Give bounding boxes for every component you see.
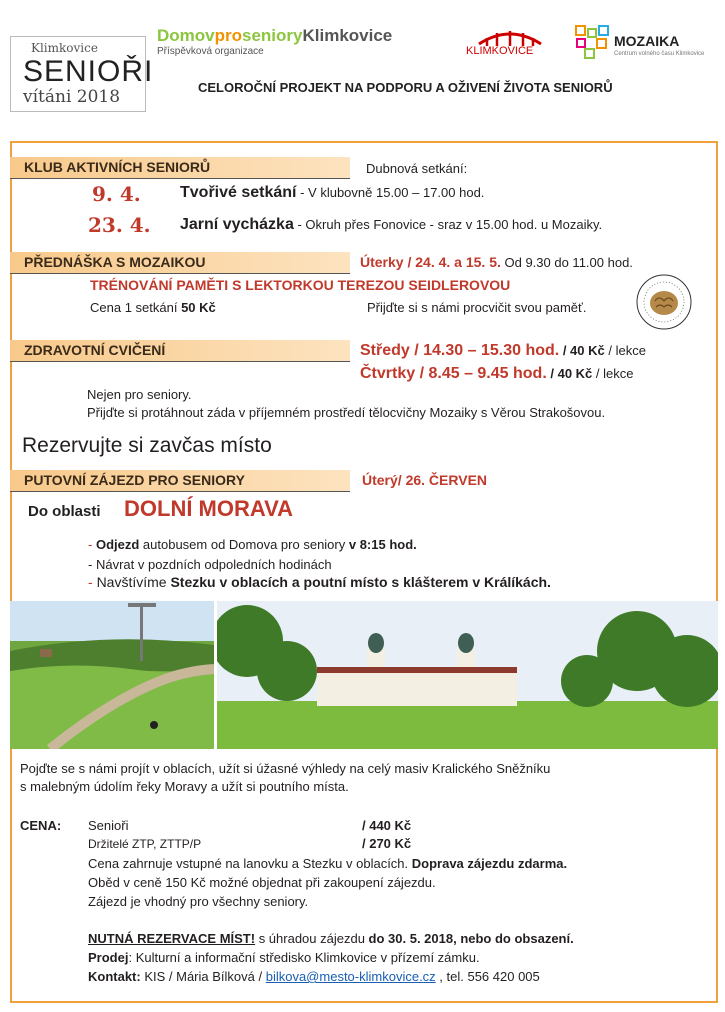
zajezd-band [10,470,350,492]
klub-event1-name: Tvořivé setkání [180,184,297,201]
cviceni-row2-time: / 8.45 – 9.45 hod. [415,365,547,382]
dps-logo-sub: Příspěvková organizace [157,46,264,57]
klub-event1-date: 9. 4. [92,182,141,206]
zajezd-item2-dash: - [88,557,96,572]
klub-band [10,157,350,179]
cena-note2: Oběd v ceně 150 Kč možné objednat při zakoupení zájezdu. [88,875,436,890]
zajezd-region-label: Do oblasti [28,503,101,520]
zajezd-item1-dash: - [88,537,96,552]
zajezd-item1 [88,537,417,552]
mozaika-logo-title: MOZAIKA [614,33,680,49]
prednaska-invite: Přijďte si s námi procvičit svou paměť. [367,300,587,315]
cviceni-row2-price: / 40 Kč [546,366,593,381]
cviceni-row1 [360,342,646,360]
prednaska-subtitle: TRÉNOVÁNÍ PAMĚTI S LEKTORKOU TEREZOU SEIDLEROVOU [90,277,511,293]
prednaska-when [360,254,633,272]
mozaika-logo-sub: Centrum volného času Klimkovice [614,51,705,57]
footer-reservation [88,931,574,946]
zajezd-item2-text: Návrat v pozdních odpoledních hodinách [95,557,332,572]
zajezd-item3-bold2: Stezku v oblacích a poutní místo s klášterem v Králíkách. [170,574,551,590]
cviceni-title: ZDRAVOTNÍ CVIČENÍ [24,342,166,358]
cviceni-row1-unit: / lekce [604,343,646,358]
footer-prodej-text: : Kulturní a informační středisko Klimkovice v přízemí zámku. [128,950,480,965]
zajezd-item3-text: Navštívíme [96,574,171,590]
klub-event2 [180,216,602,234]
prednaska-price-label: Cena 1 setkání [90,300,182,315]
prednaska-price-value: 50 Kč [181,300,216,315]
zajezd-item1-text: autobusem od Domova pro seniory [139,537,349,552]
prednaska-time: Od 9.30 do 11.00 hod. [500,255,633,270]
cena-note1a: Cena zahrnuje vstupné na lanovku a Stezku v oblacích. [88,856,412,871]
zajezd-date: Úterý/ 26. ČERVEN [362,472,488,488]
footer-kontakt-label: Kontakt: [88,969,141,984]
cviceni-row2 [360,365,633,383]
brain-stamp-icon [635,273,693,331]
footer-res-bold: do 30. 5. 2018, nebo do obsazení. [368,931,574,946]
cena-note1b: Doprava zájezdu zdarma. [411,856,568,871]
klub-event1-detail: - V klubovně 15.00 – 17.00 hod. [296,185,485,200]
prednaska-price [90,300,216,315]
cviceni-band [10,340,350,362]
photo-mountain-trail [10,601,214,749]
dps-logo-part2: pro [214,26,243,45]
photo-monastery-kraliky [217,601,718,749]
prednaska-band [10,252,350,274]
zajezd-region: DOLNÍ MORAVA [124,496,294,521]
cena-note1 [88,856,567,871]
invite-line1: Pojďte se s námi projít v oblacích, užít si úžasné výhledy na celý masiv Kralického Sněžníku [20,761,551,776]
dps-logo-part3: seniory [242,26,303,45]
dps-logo-part1: Domov [157,26,215,45]
zajezd-item2 [88,557,332,572]
cena-row1-price: / 440 Kč [362,818,412,833]
zajezd-item3-dash: - [88,574,97,590]
footer-prodej [88,950,480,965]
footer-prodej-label: Prodej [88,950,129,965]
footer-kontakt-text: KIS / Mária Bílková / [140,969,266,984]
footer-kontakt [88,969,540,984]
cena-row2-who: Držitelé ZTP, ZTTP/P [88,837,202,851]
cviceni-note1: Nejen pro seniory. [87,387,192,402]
prednaska-dates: Úterky / 24. 4. a 15. 5. [360,254,501,270]
klub-intro: Dubnová setkání: [366,161,468,176]
cviceni-row2-unit: / lekce [592,366,634,381]
zajezd-item1-bold2: v 8:15 hod. [348,537,417,552]
cena-note3: Zájezd je vhodný pro všechny seniory. [88,894,309,909]
zajezd-item3 [88,574,551,590]
cviceni-row2-day: Čtvrtky [360,365,416,382]
cena-row1-who: Senioři [88,818,129,833]
klimkovice-logo-text: KLIMKOVICE [466,45,534,57]
cviceni-row1-price: / 40 Kč [559,343,605,358]
dps-logo [157,26,392,46]
senior-logo [10,36,154,112]
klub-event2-name: Jarní vycházka [180,216,294,233]
cena-row2-price: / 270 Kč [362,836,412,851]
klub-title: KLUB AKTIVNÍCH SENIORŮ [24,159,211,175]
page-subtitle: CELOROČNÍ PROJEKT NA PODPORU A OŽIVENÍ ŽIVOTA SENIORŮ [198,80,613,95]
footer-tel: , tel. 556 420 005 [435,969,540,984]
email-link[interactable]: bilkova@mesto-klimkovice.cz [265,969,436,984]
senior-logo-line1: Klimkovice [31,41,98,55]
senior-logo-line3: vítáni 2018 [23,87,121,107]
mozaika-squares-icon [575,25,609,59]
prednaska-title: PŘEDNÁŠKA S MOZAIKOU [24,254,206,270]
zajezd-item1-bold: Odjezd [95,537,140,552]
reserve-heading: Rezervujte si zavčas místo [22,434,272,457]
klub-event2-date: 23. 4. [88,213,151,237]
cena-label: CENA: [20,818,62,833]
klub-event1 [180,184,484,202]
footer-res-title: NUTNÁ REZERVACE MÍST! [88,931,256,946]
invite-line2: s malebným údolím řeky Moravy a užít si poutního místa. [20,779,349,794]
cviceni-note2: Přijďte si protáhnout záda v příjemném prostředí tělocvičny Mozaiky s Věrou Strakošovou. [87,405,606,420]
cviceni-row1-day: Středy [360,342,410,359]
cviceni-row1-time: / 14.30 – 15.30 hod. [409,342,560,359]
dps-logo-part4: Klimkovice [302,26,393,45]
zajezd-title: PUTOVNÍ ZÁJEZD PRO SENIORY [24,472,245,488]
senior-logo-line2: SENIOŘI [23,55,154,88]
footer-res-text: s úhradou zájezdu [255,931,369,946]
klub-event2-detail: - Okruh přes Fonovice - sraz v 15.00 hod. u Mozaiky. [293,217,603,232]
